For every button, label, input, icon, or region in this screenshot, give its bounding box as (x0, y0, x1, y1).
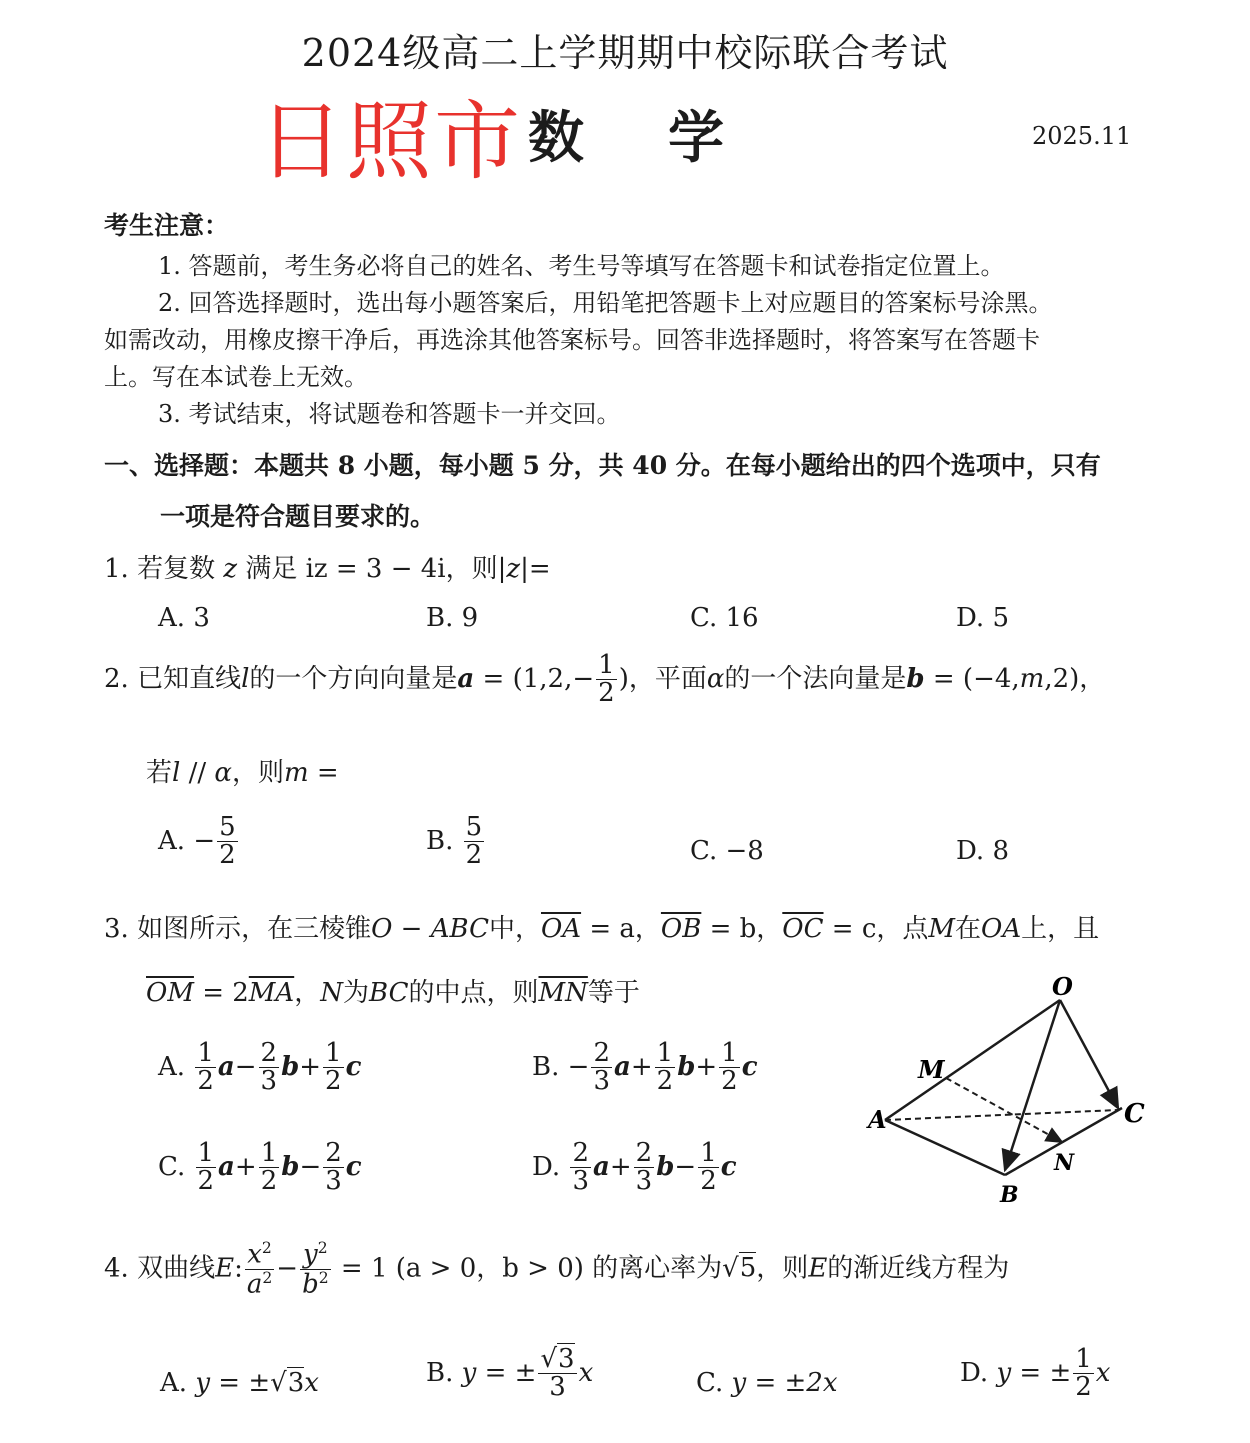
q2-option-a: A. − $\frac{5}{2}$ (158, 812, 236, 871)
q3-option-a: A. $\frac{1}{2}$ a− $\frac{2}{3}$ b+ $\frac{1}{2}$ c (158, 1038, 362, 1097)
coefficient-fraction: $\frac{1}{2}$ (325, 1038, 342, 1097)
fraction-one-half: $\frac{1}{2}$ (598, 650, 615, 709)
q1-option-b: B. 9 (426, 603, 479, 633)
q1-option-c: C. 16 (690, 603, 759, 633)
q2-option-b: B. $\frac{5}{2}$ (426, 812, 483, 871)
q3-option-c: C. $\frac{1}{2}$ a+ $\frac{1}{2}$ b− $\frac{2}{3}$ c (158, 1138, 362, 1197)
q4-option-d: D. y = ± $\frac{1}{2}$ x (960, 1344, 1111, 1403)
label-N: N (1054, 1150, 1075, 1176)
coefficient-fraction: $\frac{1}{2}$ (656, 1038, 674, 1097)
q1-option-a: A. 3 (158, 603, 210, 633)
subject-char-1: 数 (528, 105, 584, 171)
label-O: O (1052, 972, 1073, 1001)
q4-option-c: C. y = ±2x (696, 1368, 838, 1398)
question-2-condition: 若l // α，则m = (146, 758, 339, 788)
edge-OB (1005, 1000, 1060, 1170)
q3-option-d: D. $\frac{2}{3}$ a+ $\frac{2}{3}$ b− $\frac{1}{2}$ c (532, 1138, 737, 1197)
coefficient-fraction: $\frac{2}{3}$ (260, 1038, 278, 1097)
notes-heading: 考生注意： (104, 211, 230, 240)
city-name: 日照市 (258, 92, 522, 192)
question-3-stem-2: $\overline{OM} = 2\overline{MA}$，N为BC的中点，则$\overline{MN}$等于 (146, 978, 640, 1008)
coefficient-fraction: $\frac{2}{3}$ (635, 1138, 653, 1197)
q3-option-b: B. − $\frac{2}{3}$ a+ $\frac{1}{2}$ b+ $\frac{1}{2}$ c (532, 1038, 758, 1097)
edge-AB (885, 1120, 1005, 1175)
note-line-2a: 2. 回答选择题时，选出每小题答案后，用铅笔把答题卡上对应题目的答案标号涂黑。 (158, 289, 1053, 317)
subject-char-2: 学 (668, 105, 724, 171)
note-line-1: 1. 答题前，考生务必将自己的姓名、考生号等填写在答题卡和试卷指定位置上。 (158, 252, 1005, 280)
question-1-stem: 1. 若复数 z 满足 iz = 3 − 4i，则|z|= (104, 554, 551, 584)
q2-option-c: C. −8 (690, 836, 764, 866)
pyramid-figure (860, 970, 1160, 1210)
note-line-2c: 上。写在本试卷上无效。 (104, 363, 368, 391)
coefficient-fraction: $\frac{1}{2}$ (700, 1138, 717, 1197)
label-A: A (868, 1105, 887, 1134)
section-heading-line-1: 一、选择题：本题共 8 小题，每小题 5 分，共 40 分。在每小题给出的四个选项中，只有 (104, 451, 1101, 480)
exam-date: 2025.11 (1032, 122, 1132, 150)
question-4-stem: 4. 双曲线E: $\frac{x^2}{a^2}$ − $\frac{y^2}{b^2}$ = 1 (a > 0，b > 0) 的离心率为√5，则E的渐近线方程为 (104, 1239, 1010, 1300)
question-3-stem: 3. 如图所示，在三棱锥O − ABC中，$\overline{OA} = a$，$\overline{OB} = b$，$\overline{OC} = c$，点M在OA上，且 (104, 914, 1100, 944)
q4-option-b: B. y = ± $\frac{√3}{3}$ x (426, 1344, 594, 1403)
q1-option-d: D. 5 (956, 603, 1009, 633)
coefficient-fraction: $\frac{2}{3}$ (593, 1038, 610, 1097)
edge-OC (1060, 1000, 1118, 1108)
coefficient-fraction: $\frac{2}{3}$ (572, 1138, 589, 1197)
exam-title: 2024级高二上学期期中校际联合考试 (301, 31, 949, 75)
coefficient-fraction: $\frac{1}{2}$ (197, 1038, 214, 1097)
q2-option-d: D. 8 (956, 836, 1009, 866)
question-2-stem: 2. 已知直线l的一个方向向量是a = (1,2,− $\frac{1}{2}$ )，平面α的一个法向量是b = (−4,m,2)， (104, 650, 1106, 709)
edge-AO (885, 1000, 1060, 1120)
coefficient-fraction: $\frac{1}{2}$ (197, 1138, 215, 1197)
label-B: B (1000, 1182, 1019, 1208)
coefficient-fraction: $\frac{2}{3}$ (325, 1138, 342, 1197)
label-M: M (918, 1055, 945, 1084)
note-line-3: 3. 考试结束，将试题卷和答题卡一并交回。 (158, 400, 621, 428)
coefficient-fraction: $\frac{1}{2}$ (260, 1138, 278, 1197)
coefficient-fraction: $\frac{1}{2}$ (721, 1038, 738, 1097)
section-heading-line-2: 一项是符合题目要求的。 (160, 502, 436, 531)
label-C: C (1124, 1099, 1145, 1129)
edge-AC (885, 1110, 1118, 1120)
note-line-2b: 如需改动，用橡皮擦干净后，再选涂其他答案标号。回答非选择题时，将答案写在答题卡 (104, 326, 1040, 354)
segment-MN (946, 1078, 1062, 1142)
q4-option-a: A. y = ±√3x (160, 1368, 319, 1398)
